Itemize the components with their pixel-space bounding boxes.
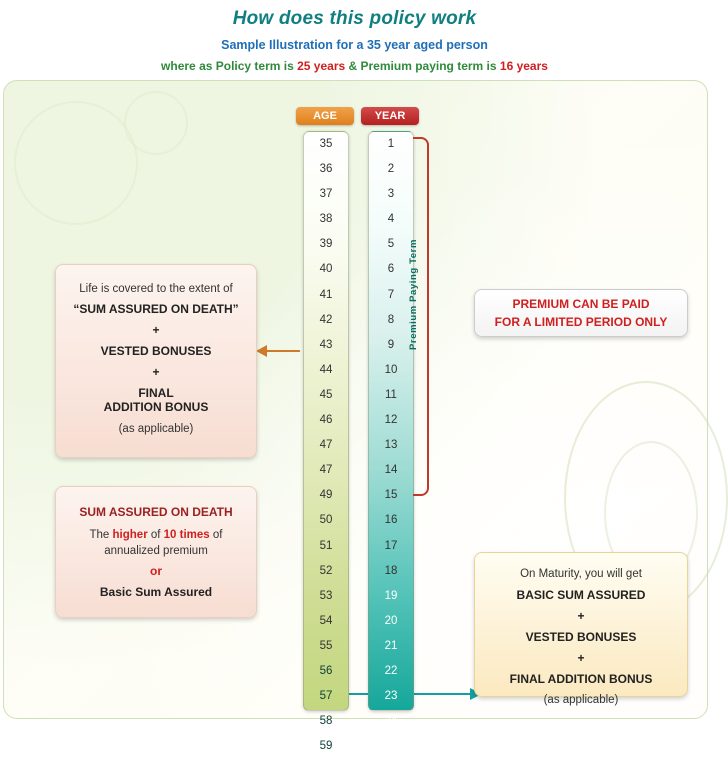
year-cell: 2 (387, 163, 395, 176)
maturity-line5: (as applicable) (543, 694, 619, 706)
decorative-swirl (124, 91, 188, 155)
age-cell: 49 (319, 489, 333, 502)
maturity-benefit-box (474, 552, 688, 706)
year-cell: 22 (384, 664, 398, 677)
sum-assured-highlight-times: 10 times (163, 529, 210, 541)
life-cover-plus2: + (152, 365, 160, 379)
year-cell: 17 (384, 539, 398, 552)
policy-term-value: 25 years (297, 59, 346, 73)
year-cell: 24 (384, 715, 398, 728)
life-cover-line4: FINAL (138, 386, 174, 400)
age-cell: 58 (319, 715, 333, 728)
life-cover-box (55, 264, 257, 458)
year-column-header: YEAR (361, 107, 419, 125)
year-cell: 13 (384, 439, 398, 452)
maturity-plus1: + (577, 609, 585, 623)
year-cell: 1 (387, 138, 395, 150)
year-cell: 3 (387, 188, 395, 201)
age-cell: 38 (319, 213, 333, 226)
maturity-line3: VESTED BONUSES (525, 630, 637, 644)
age-cell: 55 (319, 639, 333, 652)
year-cell: 8 (387, 313, 395, 326)
page-subtitle: Sample Illustration for a 35 year aged person (221, 38, 488, 52)
sum-assured-line1-mid: of (147, 529, 164, 541)
year-cell: 23 (384, 690, 398, 703)
age-cell: 36 (319, 163, 333, 176)
sum-assured-title: SUM ASSURED ON DEATH (79, 505, 233, 519)
life-cover-line2: “SUM ASSURED ON DEATH” (73, 302, 239, 316)
page-title: How does this policy work (232, 8, 477, 29)
subtitle-prefix: where as Policy term is (161, 59, 298, 73)
age-column-bar (303, 131, 349, 753)
age-cell: 59 (319, 740, 333, 753)
age-cell: 54 (319, 614, 333, 627)
sum-assured-highlight-higher: higher (112, 529, 148, 541)
year-cell: 19 (384, 589, 398, 602)
year-cell: 10 (384, 363, 398, 376)
year-cell: 20 (384, 614, 398, 627)
page-subtitle-terms (0, 59, 709, 73)
life-cover-line5: ADDITION BONUS (103, 400, 209, 414)
premium-note-line1: PREMIUM CAN BE PAID (512, 297, 650, 311)
subtitle-mid: & Premium paying term is (345, 59, 500, 73)
year-cell: 21 (384, 639, 398, 652)
life-cover-line3: VESTED BONUSES (100, 344, 212, 358)
sum-assured-line3: Basic Sum Assured (99, 585, 213, 599)
age-cell: 42 (319, 313, 333, 326)
age-cell: 52 (319, 564, 333, 577)
year-cell: 25 (384, 740, 398, 753)
premium-note-line2: FOR A LIMITED PERIOD ONLY (494, 315, 668, 329)
year-cell: 15 (384, 489, 398, 502)
year-cell: 18 (384, 564, 398, 577)
maturity-line1: On Maturity, you will get (520, 568, 642, 580)
maturity-line2: BASIC SUM ASSURED (516, 588, 646, 602)
sum-assured-line1-post: of (209, 529, 223, 541)
age-cell: 39 (319, 238, 333, 251)
age-cell: 37 (319, 188, 333, 201)
life-cover-plus1: + (152, 323, 160, 337)
year-cell: 7 (387, 288, 395, 301)
age-cell: 35 (319, 138, 333, 150)
sum-assured-line1 (64, 529, 248, 541)
year-cell: 9 (387, 338, 395, 351)
life-cover-line1: Life is covered to the extent of (79, 283, 233, 295)
decorative-swirl (14, 101, 138, 225)
age-cell: 57 (319, 690, 333, 703)
year-column-bar (368, 131, 414, 753)
maturity-line4: FINAL ADDITION BONUS (509, 672, 653, 686)
illustration-panel (3, 80, 708, 753)
age-cell: 47 (319, 439, 333, 452)
age-cell: 46 (319, 414, 333, 427)
year-cell: 4 (387, 213, 395, 226)
sum-assured-or: or (150, 564, 162, 578)
year-cell: 12 (384, 414, 398, 427)
age-cell: 51 (319, 539, 333, 552)
age-cell: 40 (319, 263, 333, 276)
year-cell: 16 (384, 514, 398, 527)
year-cell: 5 (387, 238, 395, 251)
premium-paying-term-label: Premium Paying Term (408, 239, 419, 351)
age-column-header: AGE (296, 107, 354, 125)
page-header (0, 0, 709, 82)
year-cell: 6 (387, 263, 395, 276)
life-cover-line6: (as applicable) (118, 423, 194, 435)
maturity-plus2: + (577, 651, 585, 665)
age-cell: 45 (319, 388, 333, 401)
premium-term-value: 16 years (499, 59, 548, 73)
sum-assured-line1-pre: The (89, 529, 113, 541)
sum-assured-line2: annualized premium (104, 545, 208, 557)
age-cell: 41 (319, 288, 333, 301)
age-cell: 44 (319, 363, 333, 376)
age-cell: 47 (319, 464, 333, 477)
year-cell: 14 (384, 464, 398, 477)
age-cell: 50 (319, 514, 333, 527)
age-cell: 56 (319, 664, 333, 677)
sum-assured-box (55, 486, 257, 618)
premium-note-box (474, 289, 688, 337)
year-cell: 11 (385, 388, 397, 401)
age-cell: 53 (319, 589, 333, 602)
age-cell: 43 (319, 338, 333, 351)
